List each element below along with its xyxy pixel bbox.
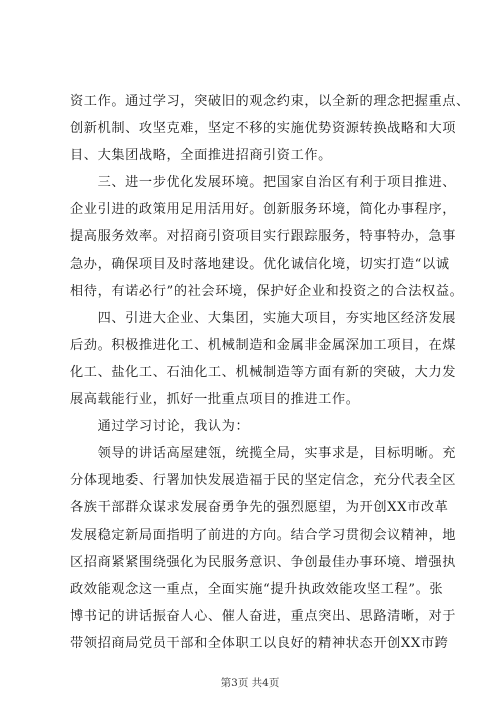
text-line: 后劲。积极推进化工、机械制造和金属非金属深加工项目，在煤 <box>70 337 457 353</box>
text-line: 分体现地委、行署加快发展造福于民的坚定信念，充分代表全区 <box>70 473 457 489</box>
text-line: 资工作。通过学习，突破旧的观念约束，以全新的理念把握重点、 <box>70 94 470 109</box>
text-line: 政效能观念这一重点，全面实施“提升执政效能攻坚工程”。张 <box>70 581 444 597</box>
document-body <box>70 88 470 657</box>
page-number-footer: 第3页 共4页 <box>220 677 280 689</box>
text-line: 通过学习讨论，我认为： <box>70 419 250 435</box>
text-line: 企业引进的政策用足用活用好。创新服务环境，简化办事程序， <box>70 202 457 218</box>
text-line: 区招商紧紧围绕强化为民服务意识、争创最佳办事环境、增强执 <box>70 554 457 570</box>
text-line: 急办，确保项目及时落地建设。优化诚信化境，切实打造“以诚 <box>70 256 450 272</box>
text-line: 相待，有诺必行”的社会环境，保护好企业和投资之的合法权益。 <box>70 283 464 299</box>
text-line: 领导的讲话高屋建瓴，统揽全局，实事求是，目标明晰。充 <box>70 446 457 462</box>
text-line: 目、大集团战略，全面推进招商引资工作。 <box>70 148 332 164</box>
text-line: 三、进一步优化发展环境。把国家自治区有利于项目推进、 <box>70 175 457 191</box>
text-line: 创新机制、攻坚克难，坚定不移的实施优势资源转换战略和大项 <box>70 121 457 137</box>
text-line: 四、引进大企业、大集团，实施大项目，夯实地区经济发展 <box>70 310 457 326</box>
text-line: 提高服务效率。对招商引资项目实行跟踪服务，特事特办，急事 <box>70 229 457 245</box>
text-line: 带领招商局党员干部和全体职工以良好的精神状态开创XX市跨 <box>70 635 449 651</box>
text-line: 化工、盐化工、石油化工、机械制造等方面有新的突破，大力发 <box>70 364 457 380</box>
text-line: 各族干部群众谋求发展奋勇争先的强烈愿望，为开创XX市改革 <box>70 500 449 516</box>
text-line: 博书记的讲话振奋人心、催人奋进，重点突出、思路清晰，对于 <box>70 608 457 624</box>
text-line: 展高载能行业，抓好一批重点项目的推进工作。 <box>70 392 360 408</box>
text-line: 发展稳定新局面指明了前进的方向。结合学习贯彻会议精神，地 <box>70 527 457 543</box>
